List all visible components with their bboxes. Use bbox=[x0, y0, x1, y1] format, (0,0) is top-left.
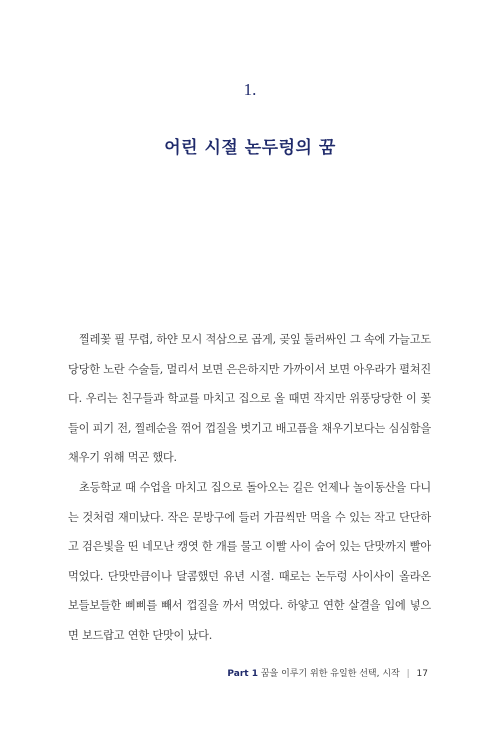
page-number: 17 bbox=[416, 669, 428, 679]
footer-part-label: Part 1 bbox=[227, 669, 258, 679]
chapter-title: 어린 시절 논두렁의 꿈 bbox=[164, 138, 336, 158]
page-footer bbox=[227, 666, 428, 679]
chapter-number: 1. bbox=[243, 80, 257, 99]
footer-separator: | bbox=[406, 669, 410, 679]
body-text bbox=[68, 325, 431, 651]
paragraph: 초등학교 때 수업을 마치고 집으로 돌아오는 길은 언제나 놀이동산을 다니는 것처럼 재미났다. 작은 문방구에 들러 가끔씩만 먹을 수 있는 작고 단단하고 검은빛을 띤 네모난 캥엿 한 개를 물고 이빨 사이 숨어 있는 단맛까지 빨아먹었다. 단맛만큼이나 달콤했던 유년 시절. 때로는 논두렁 사이사이 올라온 보들보들한 삐삐를 빼서 껍질을 까서 먹었다. 하얗고 연한 살결을 입에 넣으면 보드랍고 연한 단맛이 났다. bbox=[68, 480, 431, 642]
paragraph: 찔레꽃 필 무렵, 하얀 모시 적삼으로 곱게, 곶잎 둘러싸인 그 속에 가늘고도 당당한 노란 수술들, 멀리서 보면 은은하지만 가까이서 보면 아우라가 펼쳐진다. 우리는 친구들과 학교를 마치고 집으로 올 때면 작지만 위풍당당한 이 꽃들이 피기 전, 찔레순을 꺾어 껍질을 벗기고 배고픔을 채우기보다는 심심함을 채우기 위해 먹곤 했다. bbox=[68, 333, 431, 465]
footer-section-title: 꿈을 이루기 위한 유일한 선택, 시작 bbox=[260, 669, 400, 679]
